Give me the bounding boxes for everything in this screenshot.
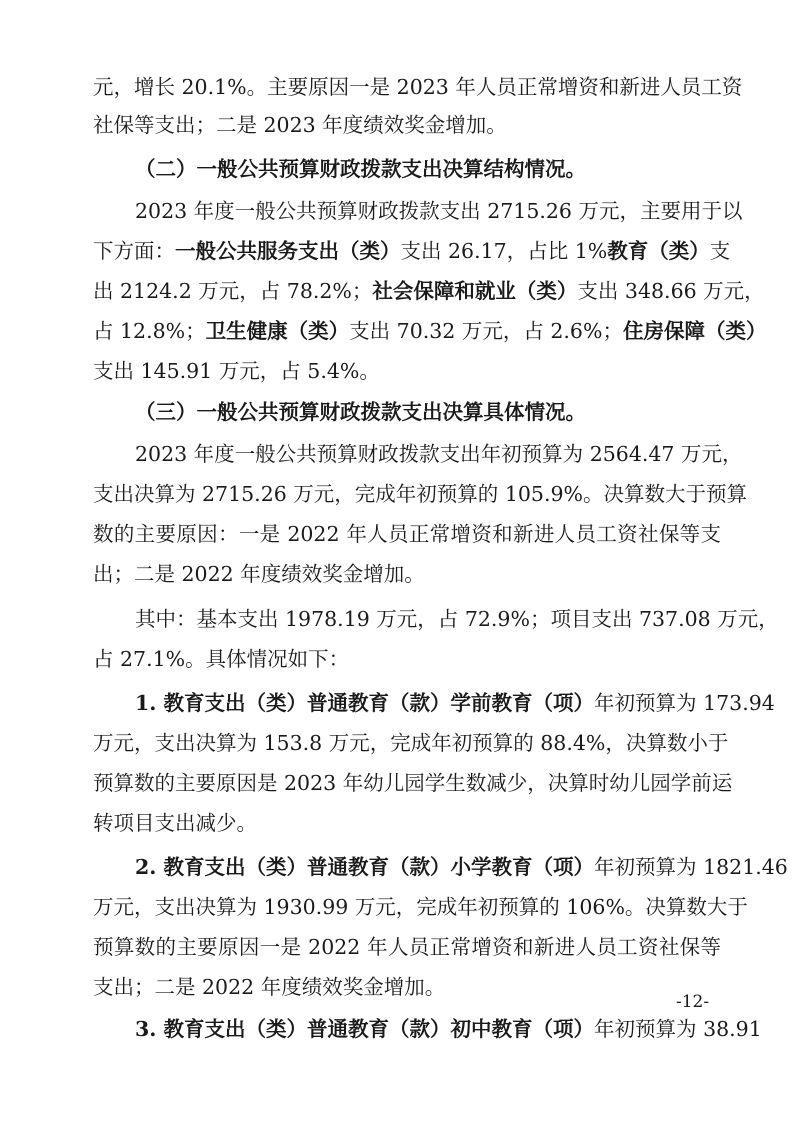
text-line bbox=[93, 726, 729, 760]
text-line bbox=[135, 850, 788, 884]
text-line bbox=[93, 314, 767, 348]
text-line bbox=[135, 437, 743, 471]
text-span: 支出 26.17，占比 1% bbox=[400, 239, 608, 263]
text-line bbox=[93, 766, 733, 800]
text-span: 万元，支出决算为 1930.99 万元，完成年初预算的 106%。决算数大于 bbox=[93, 895, 748, 919]
bold-text-span: 教育（类） bbox=[607, 239, 710, 263]
text-span: 社保等支出；二是 2023 年度绩效奖金增加。 bbox=[93, 113, 507, 137]
text-span: 占 27.1%。具体情况如下： bbox=[93, 647, 350, 671]
text-line bbox=[93, 930, 721, 964]
bold-text-span: 住房保障（类） bbox=[622, 319, 767, 343]
text-span: 出；二是 2022 年度绩效奖金增加。 bbox=[93, 562, 425, 586]
bold-text-span: 社会保障和就业（类） bbox=[372, 279, 578, 303]
bold-text-span: 一般公共服务支出（类） bbox=[175, 239, 401, 263]
text-span: 支出 348.66 万元， bbox=[577, 279, 765, 303]
text-line bbox=[93, 890, 748, 924]
bold-text-span: 1. 教育支出（类）普通教育（款）学前教育（项） bbox=[135, 691, 595, 715]
text-line bbox=[93, 70, 743, 104]
bold-text-span: 3. 教育支出（类）普通教育（款）初中教育（项） bbox=[135, 1017, 595, 1041]
text-span: 支出决算为 2715.26 万元，完成年初预算的 105.9%。决算数大于预算 bbox=[93, 482, 747, 506]
text-line bbox=[93, 806, 721, 840]
text-span: 其中：基本支出 1978.19 万元，占 72.9%；项目支出 737.08 万元， bbox=[135, 607, 779, 631]
text-line bbox=[93, 477, 747, 511]
text-line bbox=[93, 970, 721, 1004]
text-line bbox=[93, 517, 721, 551]
text-span: 支出 70.32 万元，占 2.6%； bbox=[349, 319, 623, 343]
text-line bbox=[135, 395, 721, 429]
text-line bbox=[135, 152, 721, 186]
text-span: 数的主要原因：一是 2022 年人员正常增资和新进人员工资社保等支 bbox=[93, 522, 721, 546]
text-span: 预算数的主要原因是 2023 年幼儿园学生数减少，决算时幼儿园学前运 bbox=[93, 771, 733, 795]
text-span: 支出 145.91 万元，占 5.4%。 bbox=[93, 359, 380, 383]
text-span: 支出；二是 2022 年度绩效奖金增加。 bbox=[93, 975, 446, 999]
bold-text-span: （三）一般公共预算财政拨款支出决算具体情况。 bbox=[135, 400, 586, 424]
text-span: 出 2124.2 万元，占 78.2%； bbox=[93, 279, 373, 303]
text-line bbox=[93, 274, 765, 308]
text-span: 下方面： bbox=[93, 239, 175, 263]
text-span: 转项目支出减少。 bbox=[93, 811, 257, 835]
text-span: 支 bbox=[709, 239, 731, 263]
text-line bbox=[93, 354, 721, 388]
text-span: 预算数的主要原因一是 2022 年人员正常增资和新进人员工资社保等 bbox=[93, 935, 721, 959]
page-number: -12- bbox=[676, 992, 710, 1012]
bold-text-span: 2. 教育支出（类）普通教育（款）小学教育（项） bbox=[135, 855, 595, 879]
bold-text-span: （二）一般公共预算财政拨款支出决算结构情况。 bbox=[135, 157, 586, 181]
text-span: 2023 年度一般公共预算财政拨款支出年初预算为 2564.47 万元， bbox=[135, 442, 743, 466]
text-line bbox=[93, 557, 721, 591]
text-span: 年初预算为 173.94 bbox=[594, 691, 775, 715]
text-line bbox=[135, 194, 743, 228]
text-span: 元，增长 20.1%。主要原因一是 2023 年人员正常增资和新进人员工资 bbox=[93, 75, 743, 99]
text-span: 年初预算为 38.91 bbox=[594, 1017, 762, 1041]
text-line bbox=[135, 1012, 762, 1046]
text-line bbox=[93, 642, 721, 676]
text-line bbox=[135, 602, 779, 636]
bold-text-span: 卫生健康（类） bbox=[205, 319, 350, 343]
text-line bbox=[135, 686, 775, 720]
text-span: 万元，支出决算为 153.8 万元，完成年初预算的 88.4%，决算数小于 bbox=[93, 731, 729, 755]
text-line bbox=[93, 108, 721, 142]
text-line bbox=[93, 234, 731, 268]
text-span: 年初预算为 1821.46 bbox=[594, 855, 788, 879]
text-span: 占 12.8%； bbox=[93, 319, 206, 343]
text-span: 2023 年度一般公共预算财政拨款支出 2715.26 万元，主要用于以 bbox=[135, 199, 743, 223]
